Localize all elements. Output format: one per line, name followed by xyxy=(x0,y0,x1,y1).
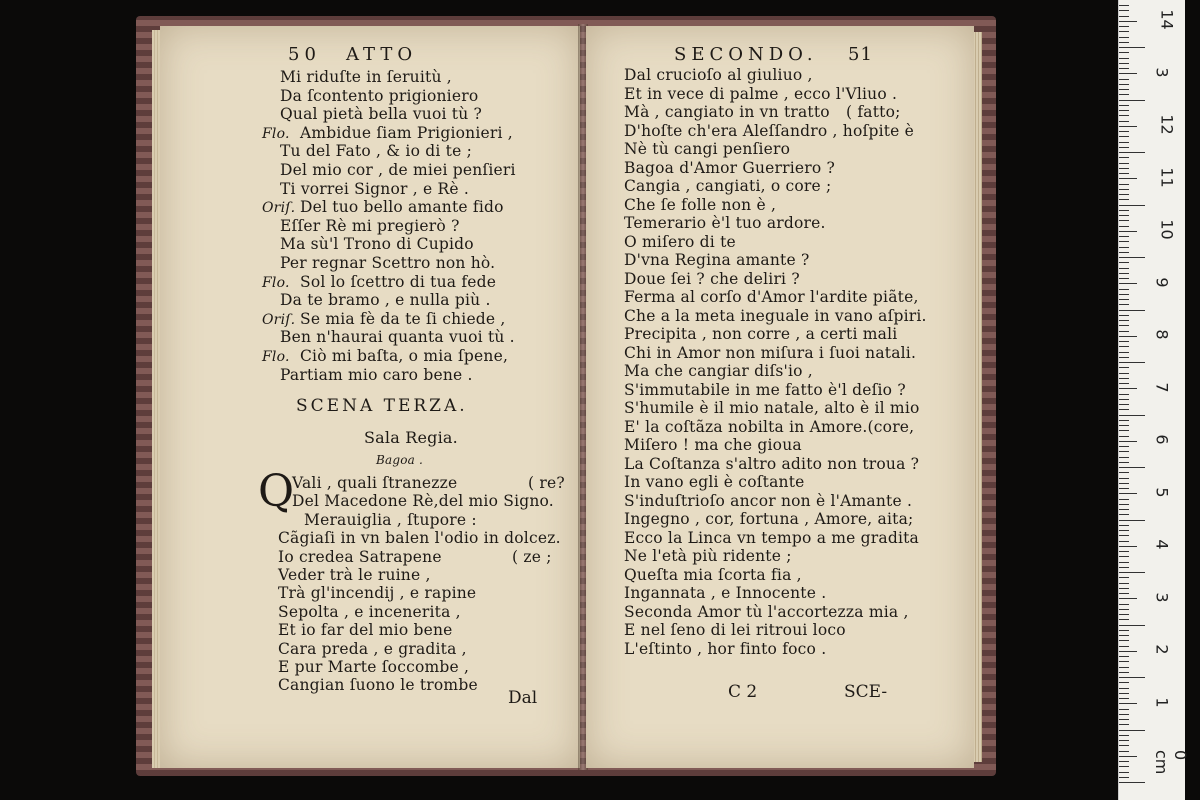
verse-line: L'eſtinto , hor finto foco . xyxy=(624,639,827,658)
ruler-tick xyxy=(1119,100,1145,101)
ruler-tick xyxy=(1119,163,1129,164)
verse-line: Ben n'haurai quanta vuoi tù . xyxy=(280,328,515,347)
ruler-tick xyxy=(1119,173,1129,174)
ruler-tick xyxy=(1119,761,1129,762)
ruler-tick xyxy=(1119,756,1137,757)
verse-line: Ti vorrei Signor , e Rè . xyxy=(280,179,469,198)
verse-line: Ma sù'l Trono di Cupido xyxy=(280,235,474,254)
ruler-tick xyxy=(1119,268,1129,269)
ruler-tick xyxy=(1119,493,1137,494)
ruler-tick xyxy=(1119,777,1129,778)
ruler-tick xyxy=(1119,278,1129,279)
verse-line: In vano egli è coſtante xyxy=(624,473,805,491)
ruler-tick xyxy=(1119,588,1129,589)
verse-line: Temerario è'l tuo ardore. xyxy=(624,214,826,232)
verse-line: Sol lo ſcettro di tua fede xyxy=(300,272,497,291)
verse-line: Nè tù cangi penſiero xyxy=(624,140,791,158)
verse-line: Ambidue ſiam Prigionieri , xyxy=(300,123,513,142)
ruler-tick xyxy=(1119,635,1129,636)
ruler-tick xyxy=(1119,325,1129,326)
ruler-tick xyxy=(1119,131,1129,132)
ruler-tick xyxy=(1119,772,1129,773)
verse-line: Ciò mi baſta, o mia ſpene, xyxy=(300,347,509,365)
ruler-tick xyxy=(1119,31,1129,32)
ruler-tick xyxy=(1119,724,1129,725)
page-number-right: 51 xyxy=(848,44,873,65)
ruler-tick xyxy=(1119,21,1137,22)
verse-line: Ferma al corſo d'Amor l'ardite piãte, xyxy=(624,288,919,306)
ruler-tick xyxy=(1119,294,1129,295)
verse-line: S'induſtrioſo ancor non è l'Amante . xyxy=(624,491,913,510)
verse-line: Del Macedone Rè,del mio Signo. xyxy=(292,492,554,511)
ruler-tick xyxy=(1119,115,1129,116)
verse-line: Doue ſei ? che deliri ? xyxy=(624,269,800,288)
ruler-tick xyxy=(1119,446,1129,447)
ruler-tick xyxy=(1119,94,1129,95)
catchword-left: Dal xyxy=(508,688,538,708)
ruler-number: 9 xyxy=(1152,276,1172,288)
ruler-tick xyxy=(1119,210,1129,211)
ruler-tick xyxy=(1119,68,1129,69)
verse-line: Che ſe folle non è , xyxy=(624,195,777,214)
ruler-tick xyxy=(1119,220,1129,221)
ruler-tick xyxy=(1119,467,1145,468)
ruler-tick xyxy=(1119,614,1129,615)
ruler-number: 10 xyxy=(1157,219,1177,240)
ruler-tick xyxy=(1119,304,1129,305)
ruler-tick xyxy=(1119,499,1129,500)
verse-line: Se mia fè da te ſi chiede , xyxy=(300,309,506,328)
ruler-tick xyxy=(1119,745,1129,746)
ruler-tick xyxy=(1119,262,1129,263)
ruler-tick xyxy=(1119,226,1129,227)
speaker-label: Oriſ. xyxy=(262,311,296,328)
ruler-tick xyxy=(1119,667,1129,668)
verse-line: Per regnar Scettro non hò. xyxy=(280,254,496,272)
verse-line: Dal crucioſo al giuliuo , xyxy=(624,66,813,84)
verse-turnover: ( ze ; xyxy=(512,547,552,566)
ruler-tick xyxy=(1119,336,1137,337)
scene-setting: Sala Regia. xyxy=(364,428,458,447)
verse-line: Ingannata , e Innocente . xyxy=(624,584,827,602)
ruler-tick xyxy=(1119,84,1129,85)
verse-line: Tu del Fato , & io di te ; xyxy=(280,142,473,161)
ruler-tick xyxy=(1119,16,1129,17)
verse-line: Del mio cor , de miei penſieri xyxy=(280,161,516,179)
ruler-tick xyxy=(1119,121,1129,122)
scene-speaker: Bagoa . xyxy=(376,453,424,467)
verse-line: S'humile è il mio natale, alto è il mio xyxy=(624,399,920,417)
verse-line: Et in vece di palme , ecco l'Vliuo . xyxy=(624,84,898,103)
ruler-tick xyxy=(1119,583,1129,584)
ruler-tick xyxy=(1119,709,1129,710)
ruler-tick xyxy=(1119,388,1137,389)
ruler-tick xyxy=(1119,346,1129,347)
verse-line: Ingegno , cor, fortuna , Amore, aita; xyxy=(624,510,914,528)
ruler-tick xyxy=(1119,257,1145,258)
ruler-tick xyxy=(1119,441,1137,442)
ruler-tick xyxy=(1119,478,1129,479)
page-number-left: 50 xyxy=(288,44,321,65)
verse-line: Seconda Amor tù l'accortezza mia , xyxy=(624,602,909,621)
verse-line: Io credea Satrapene xyxy=(278,547,442,566)
ruler-tick xyxy=(1119,425,1129,426)
ruler-tick xyxy=(1119,593,1129,594)
ruler-number: 14 xyxy=(1157,9,1177,30)
ruler-tick xyxy=(1119,688,1129,689)
ruler-tick xyxy=(1119,567,1129,568)
ruler-tick xyxy=(1119,488,1129,489)
ruler-tick xyxy=(1119,415,1145,416)
ruler-tick xyxy=(1119,572,1145,573)
ruler-tick xyxy=(1119,378,1129,379)
verse-turnover: ( re? xyxy=(528,474,565,492)
ruler-tick xyxy=(1119,247,1129,248)
verse-line: Cangian ſuono le trombe xyxy=(278,676,478,695)
ruler-tick xyxy=(1119,194,1129,195)
ruler-tick xyxy=(1119,625,1145,626)
ruler-tick xyxy=(1119,436,1129,437)
speaker-label: Oriſ. xyxy=(262,200,296,217)
verse-line: Ma che cangiar diſs'io , xyxy=(624,362,813,380)
ruler-tick xyxy=(1119,315,1129,316)
ruler-tick xyxy=(1119,630,1129,631)
ruler-tick xyxy=(1119,509,1129,510)
ruler-tick xyxy=(1119,556,1129,557)
verse-line: Qual pietà bella vuoi tù ? xyxy=(280,105,483,124)
ruler-tick xyxy=(1119,215,1129,216)
verse-line: Et io far del mio bene xyxy=(278,621,453,640)
speaker-label: Flo. xyxy=(262,274,290,291)
verse-line: Ecco la Linca vn tempo a me gradita xyxy=(624,528,919,547)
ruler-tick xyxy=(1119,373,1129,374)
ruler-tick xyxy=(1119,47,1145,48)
ruler-number: 11 xyxy=(1157,166,1177,188)
ruler-number: 1 xyxy=(1152,696,1172,708)
ruler-tick xyxy=(1119,782,1145,783)
ruler-tick xyxy=(1119,5,1129,6)
verse-line: Mi riduſte in ſeruitù , xyxy=(280,68,452,86)
ruler-tick xyxy=(1119,751,1129,752)
ruler-tick xyxy=(1119,147,1129,148)
ruler-tick xyxy=(1119,740,1129,741)
ruler-tick xyxy=(1119,604,1129,605)
signature-mark: C 2 xyxy=(728,682,758,702)
ruler-tick xyxy=(1119,73,1137,74)
ruler-tick xyxy=(1119,110,1129,111)
verse-line: Vali , quali ſtranezze xyxy=(292,474,458,492)
verse-line: Miſero ! ma che gioua xyxy=(624,436,802,454)
verse-line: Queſta mia ſcorta fia , xyxy=(624,565,802,584)
verse-line: Precipita , non corre , a certi mali xyxy=(624,325,898,343)
verse-line: D'hoſte ch'era Aleſſandro , hoſpite è xyxy=(624,121,915,140)
ruler-tick xyxy=(1119,79,1129,80)
ruler-tick xyxy=(1119,472,1129,473)
ruler-tick xyxy=(1119,168,1129,169)
ruler-tick xyxy=(1119,646,1129,647)
verse-turnover: ( fatto; xyxy=(846,103,901,121)
ruler-tick xyxy=(1119,451,1129,452)
verse-line: Trà gl'incendij , e rapine xyxy=(278,584,477,603)
verse-line: D'vna Regina amante ? xyxy=(624,251,810,269)
verse-line: Cara preda , e gradita , xyxy=(278,639,467,658)
ruler-number: 5 xyxy=(1152,486,1172,498)
ruler-tick xyxy=(1119,341,1129,342)
verse-line: Ne l'età più ridente ; xyxy=(624,547,792,565)
ruler-tick xyxy=(1119,619,1129,620)
ruler-tick xyxy=(1119,598,1137,599)
ruler-tick xyxy=(1119,252,1129,253)
ruler-tick xyxy=(1119,299,1129,300)
ruler-tick xyxy=(1119,609,1129,610)
ruler-tick xyxy=(1119,10,1129,11)
ruler-tick xyxy=(1119,320,1129,321)
verse-line: O miſero di te xyxy=(624,232,736,251)
verse-line: Merauiglia , ſtupore : xyxy=(304,510,477,529)
ruler-tick xyxy=(1119,409,1129,410)
ruler-tick xyxy=(1119,283,1137,284)
ruler-tick xyxy=(1119,105,1129,106)
verse-line: Bagoa d'Amor Guerriero ? xyxy=(624,158,836,177)
verse-line: Cãgiaſi in vn balen l'odio in dolcez. xyxy=(278,529,561,548)
ruler-tick xyxy=(1119,362,1145,363)
left-page xyxy=(160,26,580,768)
ruler-tick xyxy=(1119,331,1129,332)
ruler-tick xyxy=(1119,504,1129,505)
right-page xyxy=(586,26,974,768)
catchword-right: SCE- xyxy=(844,682,888,702)
ruler-tick xyxy=(1119,541,1129,542)
verse-line: Del tuo bello amante fido xyxy=(300,198,504,217)
ruler-tick xyxy=(1119,719,1129,720)
ruler-tick xyxy=(1119,430,1129,431)
ruler-tick xyxy=(1119,656,1129,657)
ruler-number: 12 xyxy=(1157,114,1177,135)
ruler-tick xyxy=(1119,236,1129,237)
ruler-tick xyxy=(1119,231,1137,232)
ruler-tick xyxy=(1119,551,1129,552)
ruler-tick xyxy=(1119,525,1129,526)
ruler-tick xyxy=(1119,693,1129,694)
ruler-tick xyxy=(1119,157,1129,158)
ruler-tick xyxy=(1119,730,1145,731)
verse-line: Da te bramo , e nulla più . xyxy=(280,291,491,310)
ruler-tick xyxy=(1119,184,1129,185)
ruler-tick xyxy=(1119,383,1129,384)
scene-title: SCENA TERZA. xyxy=(296,396,468,416)
ruler-number: 4 xyxy=(1152,539,1172,550)
ruler-tick xyxy=(1119,42,1129,43)
verse-line: Che a la meta ineguale in vano aſpiri. xyxy=(624,306,927,325)
ruler-tick xyxy=(1119,399,1129,400)
ruler-tick xyxy=(1119,714,1129,715)
drop-capital: Q xyxy=(258,466,295,517)
ruler-tick xyxy=(1119,703,1137,704)
ruler-tick xyxy=(1119,698,1129,699)
ruler-tick xyxy=(1119,289,1129,290)
ruler-tick xyxy=(1119,136,1129,137)
verse-line: Veder trà le ruine , xyxy=(278,566,431,584)
ruler-tick xyxy=(1119,483,1129,484)
verse-line: Eſſer Rè mi pregierò ? xyxy=(280,216,460,235)
ruler-number: 6 xyxy=(1152,434,1172,445)
ruler-tick xyxy=(1119,189,1129,190)
ruler-tick xyxy=(1119,672,1129,673)
ruler-tick xyxy=(1119,52,1129,53)
ruler-tick xyxy=(1119,126,1137,127)
ruler-tick xyxy=(1119,457,1129,458)
ruler-tick xyxy=(1119,640,1129,641)
ruler-tick xyxy=(1119,546,1137,547)
ruler-tick xyxy=(1119,735,1129,736)
ruler-tick xyxy=(1119,199,1129,200)
ruler-number: 3 xyxy=(1152,66,1172,78)
ruler-number: 3 xyxy=(1152,591,1172,603)
ruler-tick xyxy=(1119,357,1129,358)
verse-line: S'immutabile in me fatto è'l deſio ? xyxy=(624,380,906,399)
ruler-tick xyxy=(1119,420,1129,421)
verse-line: La Coſtanza s'altro adito non troua ? xyxy=(624,454,920,473)
verse-line: Partiam mio caro bene . xyxy=(280,365,473,384)
ruler-tick xyxy=(1119,514,1129,515)
ruler-tick xyxy=(1119,530,1129,531)
ruler-tick xyxy=(1119,352,1129,353)
ruler-tick xyxy=(1119,394,1129,395)
ruler-tick xyxy=(1119,310,1145,311)
measuring-ruler xyxy=(1118,0,1190,800)
running-head-right: SECONDO. xyxy=(674,44,818,65)
ruler-tick xyxy=(1119,152,1145,153)
ruler-number: 8 xyxy=(1152,329,1172,340)
ruler-tick xyxy=(1119,241,1129,242)
verse-line: E nel ſeno di lei ritroui loco xyxy=(624,621,846,639)
verse-line: E' la coſtãza nobilta in Amore.(core, xyxy=(624,417,915,436)
ruler-tick xyxy=(1119,63,1129,64)
verse-line: Da ſcontento prigioniero xyxy=(280,86,479,105)
ruler-tick xyxy=(1119,142,1129,143)
verse-line: E pur Marte ſoccombe , xyxy=(278,658,470,676)
ruler-tick xyxy=(1119,205,1145,206)
verse-line: Sepolta , e incenerita , xyxy=(278,602,461,621)
speaker-label: Flo. xyxy=(262,125,290,142)
ruler-tick xyxy=(1119,562,1129,563)
ruler-tick xyxy=(1119,577,1129,578)
ruler-number: 0 cm xyxy=(1152,750,1190,775)
verse-line: Mà , cangiato in vn tratto xyxy=(624,103,830,121)
speaker-label: Flo. xyxy=(262,349,290,365)
verse-line: Cangia , cangiati, o core ; xyxy=(624,177,832,195)
ruler-tick xyxy=(1119,26,1129,27)
ruler-tick xyxy=(1119,677,1145,678)
ruler-tick xyxy=(1119,651,1137,652)
verse-line: Chi in Amor non miſura i ſuoi natali. xyxy=(624,343,917,362)
ruler-tick xyxy=(1119,37,1129,38)
ruler-tick xyxy=(1119,273,1129,274)
ruler-tick xyxy=(1119,661,1129,662)
ruler-tick xyxy=(1119,89,1129,90)
ruler-tick xyxy=(1119,178,1137,179)
ruler-tick xyxy=(1119,766,1129,767)
ruler-number: 2 xyxy=(1152,644,1172,655)
running-head-left: ATTO xyxy=(346,44,418,65)
ruler-tick xyxy=(1119,404,1129,405)
ruler-tick xyxy=(1119,535,1129,536)
ruler-tick xyxy=(1119,58,1129,59)
ruler-number: 7 xyxy=(1152,381,1172,393)
ruler-tick xyxy=(1119,682,1129,683)
ruler-tick xyxy=(1119,367,1129,368)
ruler-tick xyxy=(1119,462,1129,463)
ruler-tick xyxy=(1119,520,1145,521)
